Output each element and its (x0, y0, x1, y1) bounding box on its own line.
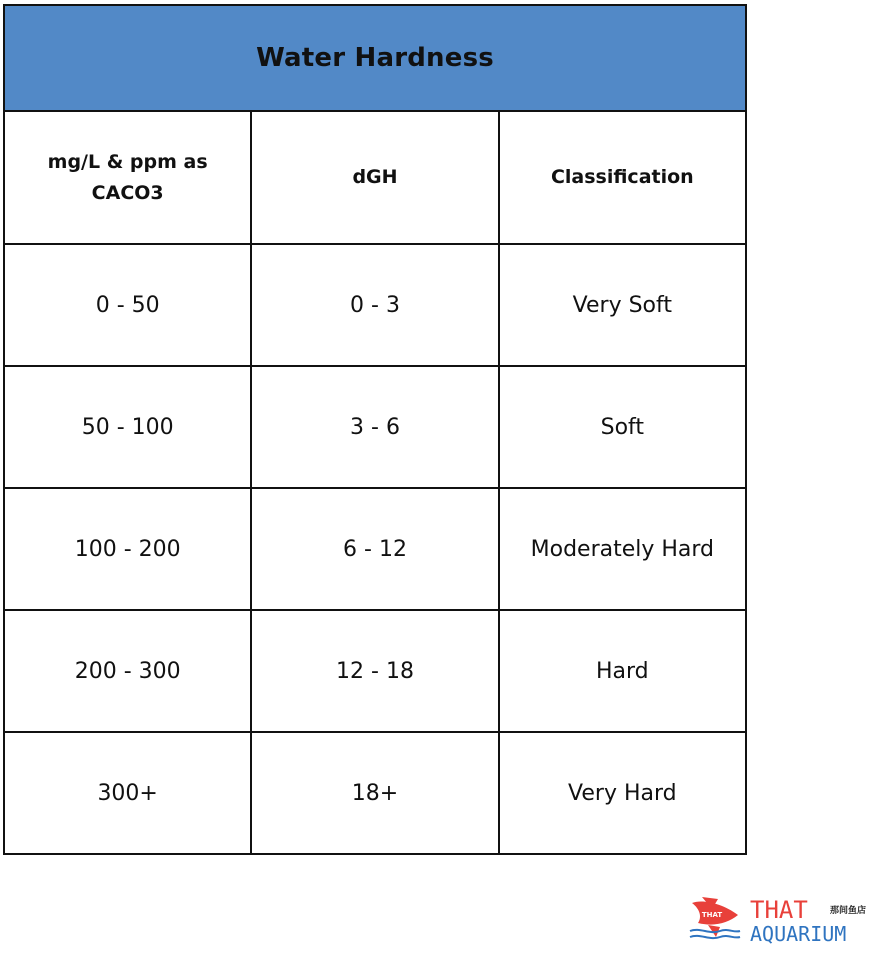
cell-dgh: 0 - 3 (251, 244, 498, 366)
that-aquarium-logo (688, 893, 872, 949)
logo-line2: AQUARIUM (750, 922, 847, 946)
logo-line1: THAT (750, 896, 808, 924)
logo-badge-text: THAT (701, 911, 723, 919)
table-row (4, 610, 746, 732)
cell-dgh: 3 - 6 (251, 366, 498, 488)
cell-classification: Moderately Hard (499, 488, 746, 610)
cell-dgh: 12 - 18 (251, 610, 498, 732)
table-row (4, 732, 746, 854)
cell-classification: Very Hard (499, 732, 746, 854)
header-row (4, 111, 746, 244)
column-header-mgl: mg/L & ppm as CACO3 (4, 111, 251, 244)
cell-classification: Hard (499, 610, 746, 732)
cell-classification: Very Soft (499, 244, 746, 366)
fish-icon (690, 897, 740, 938)
table-row (4, 244, 746, 366)
cell-mgl: 200 - 300 (4, 610, 251, 732)
cell-mgl: 50 - 100 (4, 366, 251, 488)
cell-classification: Soft (499, 366, 746, 488)
title-row (4, 5, 746, 111)
cell-mgl: 0 - 50 (4, 244, 251, 366)
cell-dgh: 6 - 12 (251, 488, 498, 610)
logo-chinese-text: 那间鱼店 (830, 906, 867, 916)
column-header-dgh: dGH (251, 111, 498, 244)
cell-mgl: 100 - 200 (4, 488, 251, 610)
table-title: Water Hardness (4, 5, 746, 111)
table-row (4, 488, 746, 610)
cell-dgh: 18+ (251, 732, 498, 854)
table-row (4, 366, 746, 488)
water-hardness-table (3, 4, 747, 855)
cell-mgl: 300+ (4, 732, 251, 854)
column-header-classification: Classification (499, 111, 746, 244)
